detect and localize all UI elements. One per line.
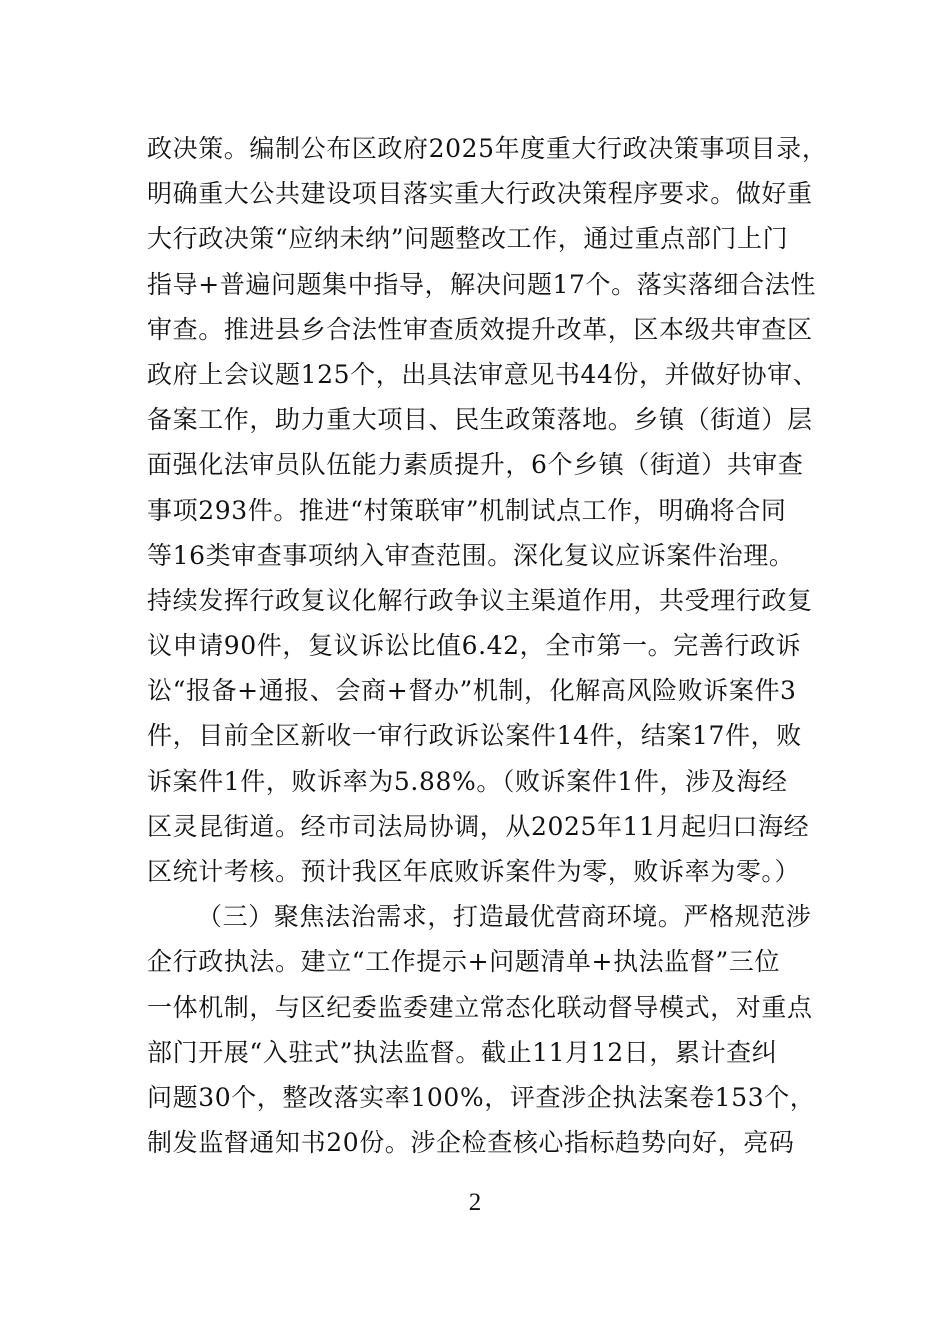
section-heading-line: （三）聚焦法治需求，打造最优营商环境。严格规范涉 <box>197 902 812 932</box>
text-line: 区灵昆街道。经市司法局协调，从2025年11月起归口海经 <box>147 811 810 841</box>
text-line: 部门开展“入驻式”执法监督。截止11月12日，累计查纠 <box>147 1037 778 1067</box>
text-line: 诉案件1件，败诉率为5.88%。（败诉案件1件，涉及海经 <box>147 766 788 796</box>
text-line: 议申请90件，复议诉讼比值6.42，全市第一。完善行政诉 <box>147 631 802 661</box>
text-line: 持续发挥行政复议化解行政争议主渠道作用，共受理行政复 <box>147 585 813 615</box>
text-line: 制发监督通知书20份。涉企检查核心指标趋势向好，亮码 <box>147 1128 795 1158</box>
text-line: 政决策。编制公布区政府2025年度重大行政决策事项目录， <box>147 134 828 163</box>
text-line: 指导+普遍问题集中指导，解决问题17个。落实落细合法性 <box>147 269 816 299</box>
text-line: 大行政决策“应纳未纳”问题整改工作，通过重点部门上门 <box>147 224 789 254</box>
text-line: 事项293件。推进“村策联审”机制试点工作，明确将合同 <box>147 495 787 525</box>
text-line: 政府上会议题125个，出具法审意见书44份，并做好协审、 <box>147 359 819 389</box>
text-line: 区统计考核。预计我区年底败诉案件为零，败诉率为零。） <box>147 857 801 886</box>
page-number: 2 <box>468 1189 482 1216</box>
text-line: 讼“报备+通报、会商+督办”机制，化解高风险败诉案件3 <box>147 676 797 706</box>
text-line: 等16类审查事项纳入审查范围。深化复议应诉案件治理。 <box>147 540 795 570</box>
text-line: 一体机制，与区纪委监委建立常态化联动督导模式，对重点 <box>147 992 813 1022</box>
text-line: 备案工作，助力重大项目、民生政策落地。乡镇（街道）层 <box>147 405 813 435</box>
text-line: 企行政执法。建立“工作提示+问题清单+执法监督”三位 <box>147 947 781 977</box>
text-line: 件，目前全区新收一审行政诉讼案件14件，结案17件，败 <box>147 721 802 751</box>
text-line: 审查。推进县乡合法性审查质效提升改革，区本级共审查区 <box>147 314 813 344</box>
body-paragraphs <box>147 126 828 1165</box>
text-line: 面强化法审员队伍能力素质提升，6个乡镇（街道）共审查 <box>147 450 804 480</box>
text-line: 问题30个，整改落实率100%，评查涉企执法案卷153个， <box>147 1082 816 1112</box>
text-line: 明确重大公共建设项目落实重大行政决策程序要求。做好重 <box>147 179 813 209</box>
